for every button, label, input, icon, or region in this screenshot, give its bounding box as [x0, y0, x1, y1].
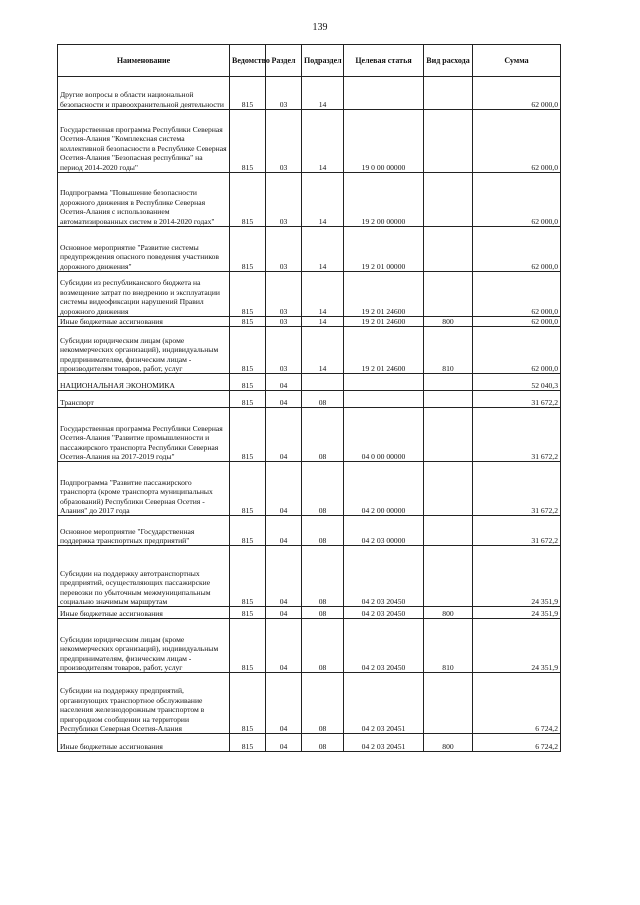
table-row: [58, 327, 561, 374]
cell-dept: 815: [230, 272, 266, 317]
table-row: [58, 272, 561, 317]
cell-target: 04 2 03 00000: [344, 516, 424, 546]
cell-target: 19 2 01 24600: [344, 272, 424, 317]
cell-dept: 815: [230, 408, 266, 462]
cell-subsection: 14: [302, 227, 344, 272]
cell-section: 04: [266, 408, 302, 462]
cell-target: 19 2 01 24600: [344, 327, 424, 374]
cell-dept: 815: [230, 607, 266, 619]
cell-subsection: 14: [302, 173, 344, 227]
cell-name: Другие вопросы в области национальной безопасности и правоохранительной деятельности: [58, 77, 230, 110]
cell-name: Государственная программа Республики Северная Осетия-Алания "Комплексная система коллективной безопасности в Республике Северная Осетия-Алания "Безопасная республика" на период 2014-2020 годы": [58, 110, 230, 173]
table-row: [58, 77, 561, 110]
cell-section: 04: [266, 516, 302, 546]
table-header: [58, 45, 561, 77]
cell-dept: 815: [230, 546, 266, 607]
cell-subsection: 14: [302, 77, 344, 110]
cell-sum: 6 724,2: [473, 673, 561, 734]
table-body: [58, 77, 561, 752]
cell-subsection: 08: [302, 619, 344, 673]
table-row: [58, 516, 561, 546]
cell-section: 04: [266, 391, 302, 408]
cell-dept: 815: [230, 173, 266, 227]
cell-section: 03: [266, 317, 302, 327]
cell-name: Иные бюджетные ассигнования: [58, 734, 230, 752]
page-number: 139: [312, 22, 328, 33]
cell-dept: 815: [230, 516, 266, 546]
budget-table: [57, 44, 561, 752]
cell-expense-type: [424, 462, 473, 516]
cell-subsection: 08: [302, 391, 344, 408]
cell-target: [344, 374, 424, 391]
cell-section: 03: [266, 327, 302, 374]
cell-expense-type: [424, 546, 473, 607]
cell-dept: 815: [230, 391, 266, 408]
cell-subsection: 14: [302, 110, 344, 173]
header-dept: Ведомство: [230, 45, 266, 77]
cell-sum: 6 724,2: [473, 734, 561, 752]
header-sum: Сумма: [473, 45, 561, 77]
table-row: [58, 374, 561, 391]
cell-expense-type: 800: [424, 607, 473, 619]
cell-section: 04: [266, 546, 302, 607]
cell-subsection: 08: [302, 408, 344, 462]
cell-section: 03: [266, 77, 302, 110]
cell-target: 19 2 00 00000: [344, 173, 424, 227]
cell-subsection: 08: [302, 462, 344, 516]
cell-name: Подпрограмма "Развитие пассажирского транспорта (кроме транспорта муниципальных образований) Республики Северная Осетия - Алания" до 2017 года: [58, 462, 230, 516]
table-row: [58, 173, 561, 227]
cell-subsection: 08: [302, 734, 344, 752]
cell-sum: 62 000,0: [473, 272, 561, 317]
cell-dept: 815: [230, 327, 266, 374]
cell-target: 19 2 01 00000: [344, 227, 424, 272]
table-row: [58, 607, 561, 619]
cell-section: 03: [266, 173, 302, 227]
cell-dept: 815: [230, 317, 266, 327]
cell-expense-type: [424, 374, 473, 391]
cell-target: 04 0 00 00000: [344, 408, 424, 462]
cell-sum: 52 040,3: [473, 374, 561, 391]
cell-expense-type: [424, 516, 473, 546]
cell-sum: 62 000,0: [473, 227, 561, 272]
cell-name: Иные бюджетные ассигнования: [58, 317, 230, 327]
cell-target: 04 2 03 20450: [344, 546, 424, 607]
cell-section: 03: [266, 110, 302, 173]
cell-expense-type: [424, 673, 473, 734]
cell-sum: 24 351,9: [473, 619, 561, 673]
cell-sum: 62 000,0: [473, 77, 561, 110]
header-subsection: Подраздел: [302, 45, 344, 77]
cell-name: Субсидии юридическим лицам (кроме некоммерческих организаций), индивидуальным предпринимателям, физическим лицам - производителям товаров, работ, услуг: [58, 327, 230, 374]
table-row: [58, 462, 561, 516]
cell-name: Иные бюджетные ассигнования: [58, 607, 230, 619]
cell-target: 04 2 03 20450: [344, 619, 424, 673]
cell-sum: 62 000,0: [473, 327, 561, 374]
cell-sum: 24 351,9: [473, 546, 561, 607]
cell-dept: 815: [230, 673, 266, 734]
cell-subsection: 14: [302, 317, 344, 327]
cell-target: [344, 391, 424, 408]
cell-expense-type: [424, 391, 473, 408]
cell-subsection: 08: [302, 516, 344, 546]
cell-sum: 62 000,0: [473, 173, 561, 227]
table-row: [58, 734, 561, 752]
cell-name: НАЦИОНАЛЬНАЯ ЭКОНОМИКА: [58, 374, 230, 391]
cell-expense-type: [424, 272, 473, 317]
cell-sum: 62 000,0: [473, 317, 561, 327]
header-name: Наименование: [58, 45, 230, 77]
cell-section: 04: [266, 374, 302, 391]
cell-section: 04: [266, 619, 302, 673]
cell-expense-type: 800: [424, 734, 473, 752]
cell-name: Субсидии на поддержку предприятий, организующих транспортное обслуживание населения железнодорожным транспортом в пригородном сообщении на территории Республики Северная Осетия-Алания: [58, 673, 230, 734]
cell-section: 03: [266, 227, 302, 272]
table-row: [58, 391, 561, 408]
cell-target: 19 2 01 24600: [344, 317, 424, 327]
cell-name: Основное мероприятие "Развитие системы предупреждения опасного поведения участников дорожного движения": [58, 227, 230, 272]
table-row: [58, 673, 561, 734]
cell-subsection: 08: [302, 673, 344, 734]
cell-dept: 815: [230, 227, 266, 272]
header-expense-type: Вид расхода: [424, 45, 473, 77]
cell-section: 04: [266, 734, 302, 752]
cell-section: 04: [266, 673, 302, 734]
cell-sum: 31 672,2: [473, 391, 561, 408]
cell-section: 04: [266, 607, 302, 619]
table-row: [58, 317, 561, 327]
cell-expense-type: [424, 408, 473, 462]
cell-subsection: 08: [302, 607, 344, 619]
cell-dept: 815: [230, 462, 266, 516]
table-row: [58, 619, 561, 673]
cell-target: 04 2 03 20451: [344, 673, 424, 734]
cell-name: Основное мероприятие "Государственная поддержка транспортных предприятий": [58, 516, 230, 546]
cell-expense-type: [424, 110, 473, 173]
cell-section: 03: [266, 272, 302, 317]
table-row: [58, 110, 561, 173]
cell-expense-type: [424, 173, 473, 227]
cell-expense-type: 810: [424, 327, 473, 374]
cell-target: 04 2 00 00000: [344, 462, 424, 516]
cell-dept: 815: [230, 619, 266, 673]
cell-name: Государственная программа Республики Северная Осетия-Алания "Развитие промышленности и пассажирского транспорта Республики Северная Осетия-Алания на 2017-2019 годы": [58, 408, 230, 462]
cell-target: 04 2 03 20450: [344, 607, 424, 619]
cell-sum: 31 672,2: [473, 462, 561, 516]
cell-subsection: 08: [302, 546, 344, 607]
header-target: Целевая статья: [344, 45, 424, 77]
cell-sum: 62 000,0: [473, 110, 561, 173]
cell-subsection: 14: [302, 272, 344, 317]
cell-subsection: [302, 374, 344, 391]
cell-name: Субсидии на поддержку автотранспортных предприятий, осуществляющих пассажирские перевозки по убыточным межмуниципальным социально значимым маршрутам: [58, 546, 230, 607]
cell-section: 04: [266, 462, 302, 516]
cell-subsection: 14: [302, 327, 344, 374]
cell-dept: 815: [230, 734, 266, 752]
cell-sum: 31 672,2: [473, 408, 561, 462]
cell-dept: 815: [230, 110, 266, 173]
cell-expense-type: [424, 227, 473, 272]
cell-sum: 24 351,9: [473, 607, 561, 619]
cell-target: 04 2 03 20451: [344, 734, 424, 752]
table-row: [58, 227, 561, 272]
cell-target: [344, 77, 424, 110]
cell-name: Транспорт: [58, 391, 230, 408]
cell-target: 19 0 00 00000: [344, 110, 424, 173]
cell-expense-type: 800: [424, 317, 473, 327]
cell-expense-type: 810: [424, 619, 473, 673]
cell-dept: 815: [230, 374, 266, 391]
cell-name: Подпрограмма "Повышение безопасности дорожного движения в Республике Северная Осетия-Алания с использованием автоматизированных систем в 2014-2020 годах": [58, 173, 230, 227]
table-row: [58, 546, 561, 607]
table-row: [58, 408, 561, 462]
cell-name: Субсидии юридическим лицам (кроме некоммерческих организаций), индивидуальным предпринимателям, физическим лицам - производителям товаров, работ, услуг: [58, 619, 230, 673]
cell-expense-type: [424, 77, 473, 110]
header-section: Раздел: [266, 45, 302, 77]
cell-name: Субсидии из республиканского бюджета на возмещение затрат по внедрению и эксплуатации системы видеофиксации нарушений Правил дорожного движения: [58, 272, 230, 317]
cell-sum: 31 672,2: [473, 516, 561, 546]
cell-dept: 815: [230, 77, 266, 110]
